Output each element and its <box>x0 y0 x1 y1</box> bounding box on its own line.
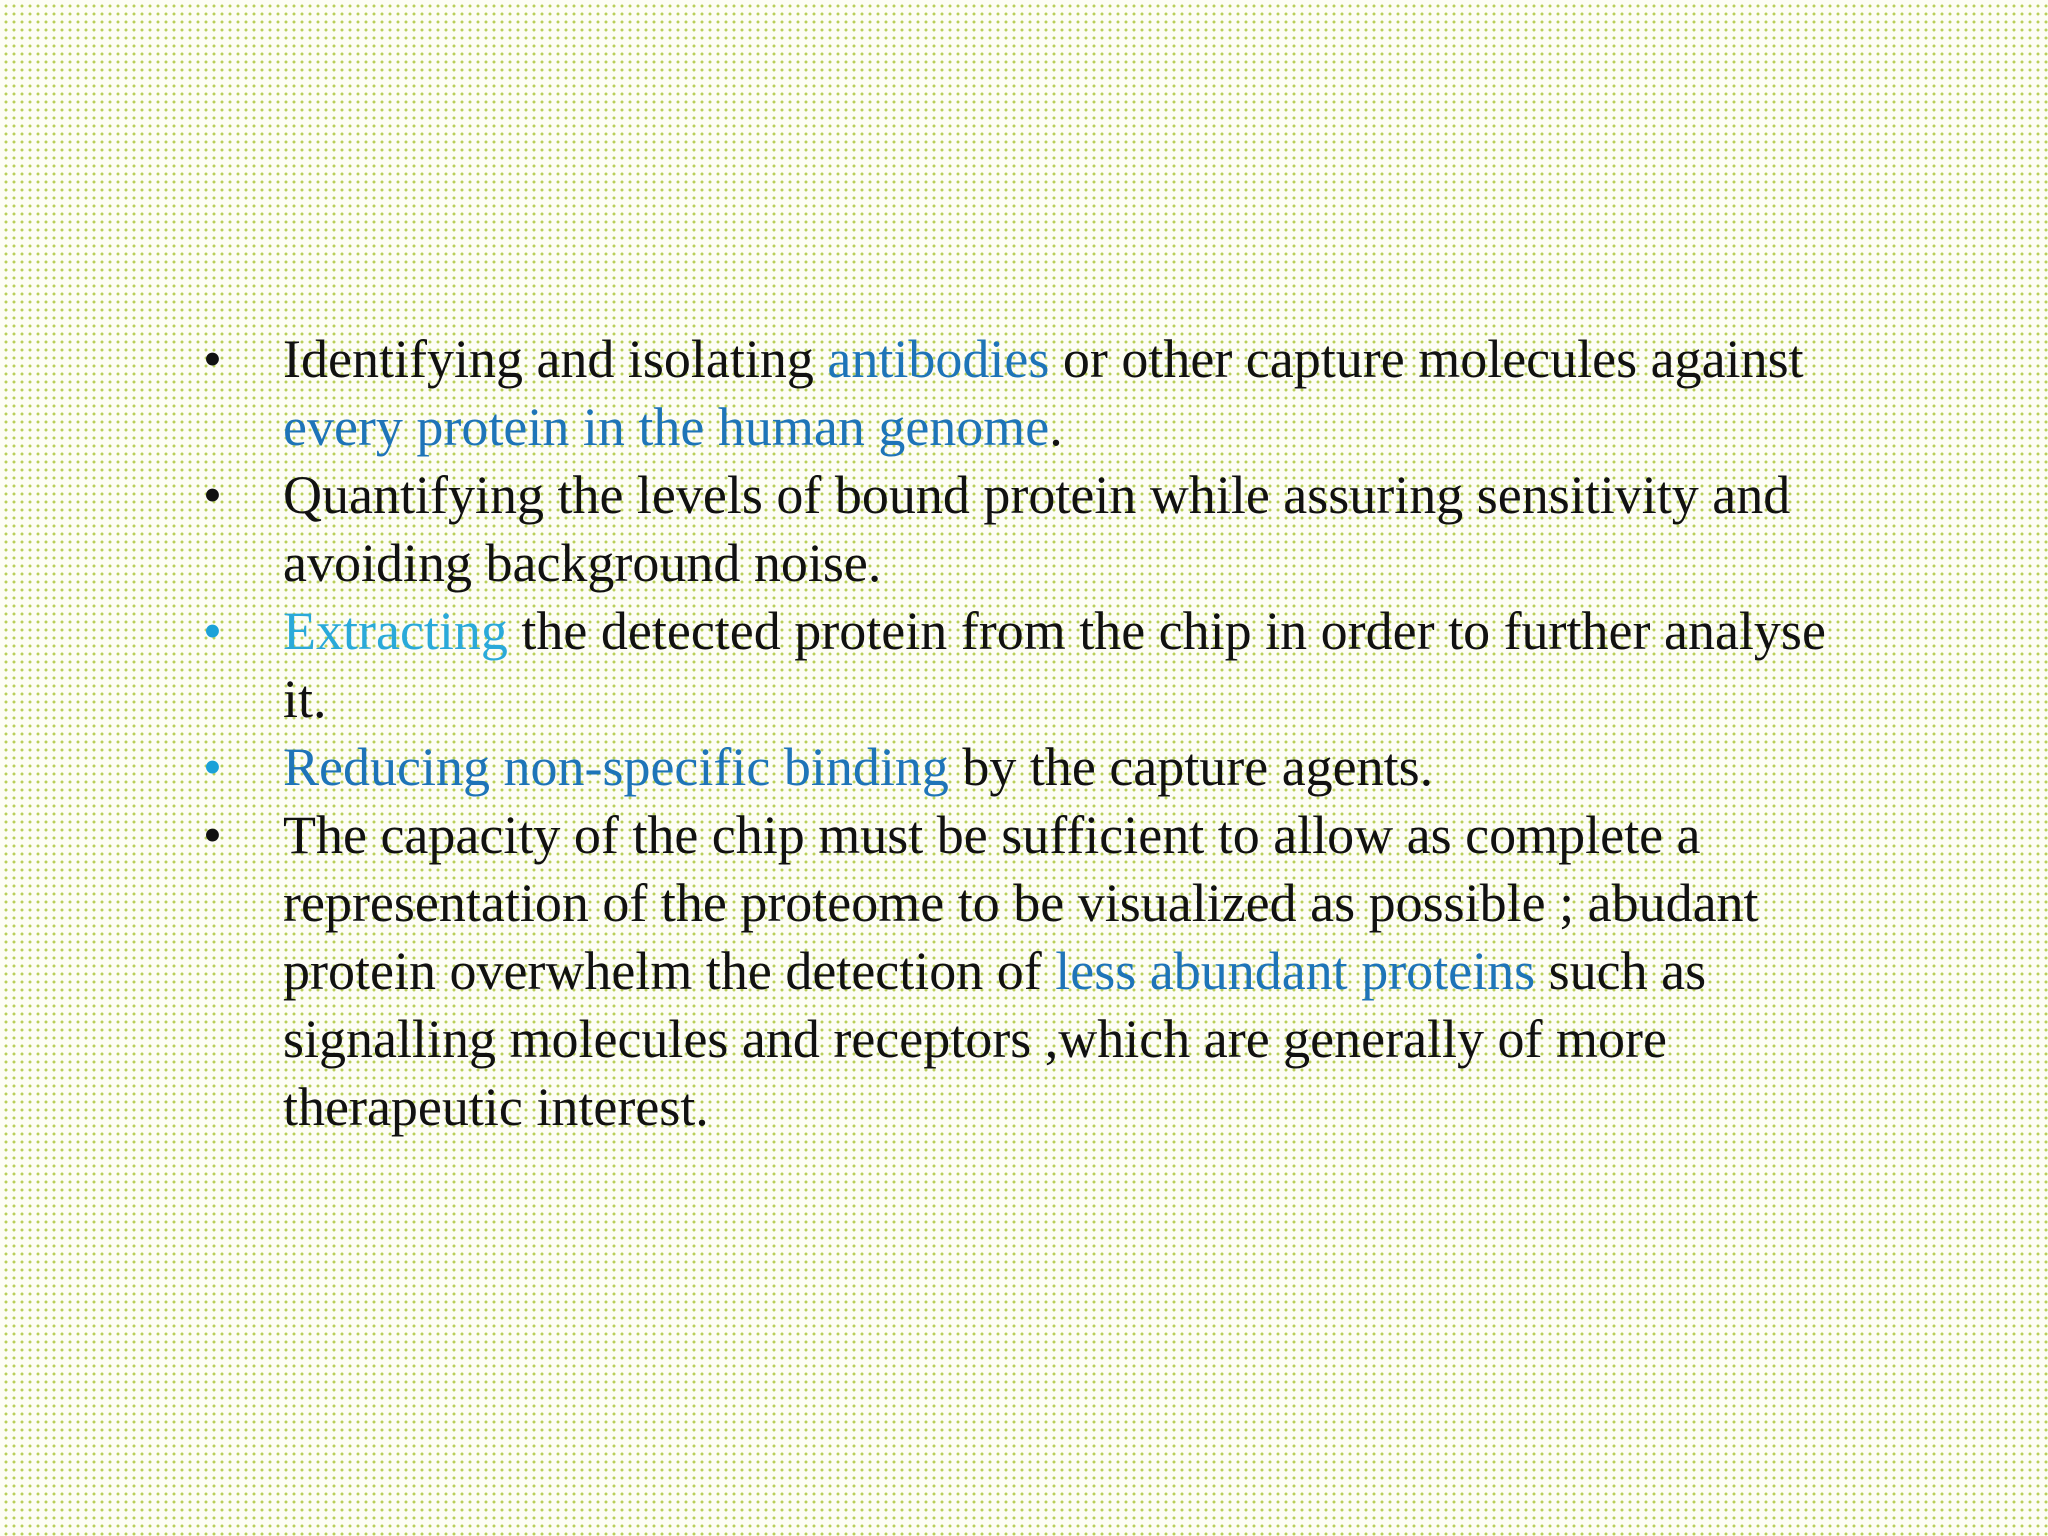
bullet-text: the detected protein from the chip in order to further analyse it. <box>283 601 1826 729</box>
bullet-text: by the capture agents. <box>948 737 1434 797</box>
bullet-item-5 <box>200 801 1860 1141</box>
bullet-dot-icon: • <box>203 601 222 661</box>
bullet-item-3 <box>200 597 1860 733</box>
bullet-dot-icon: • <box>203 329 222 389</box>
bullet-list <box>200 325 1860 1141</box>
highlight-every-protein: every protein in the human genome <box>283 397 1050 457</box>
highlight-extracting: Extracting <box>283 601 508 661</box>
bullet-dot-icon: • <box>203 465 222 525</box>
bullet-item-4 <box>200 733 1860 801</box>
highlight-non-specific-binding: Reducing non-specific binding <box>283 737 949 797</box>
bullet-dot-icon: • <box>203 737 222 797</box>
bullet-dot-icon: • <box>203 805 222 865</box>
highlight-antibodies: antibodies <box>827 329 1050 389</box>
bullet-text: . <box>1049 397 1063 457</box>
bullet-text: or other capture molecules against <box>1049 329 1804 389</box>
bullet-text: Identifying and isolating <box>283 329 828 389</box>
bullet-text: such as signalling molecules and receptors ,which are generally of more therapeutic interest. <box>283 941 1707 1137</box>
bullet-item-2 <box>200 461 1860 597</box>
bullet-text: Quantifying the levels of bound protein while assuring sensitivity and avoiding background noise. <box>283 465 1791 593</box>
bullet-text: The capacity of the chip must be sufficient to allow as complete a representation of the proteome to be visualized as possible ; abudant protein overwhelm the detection of <box>283 805 1759 1001</box>
highlight-less-abundant-proteins: less abundant proteins <box>1055 941 1536 1001</box>
bullet-item-1 <box>200 325 1860 461</box>
